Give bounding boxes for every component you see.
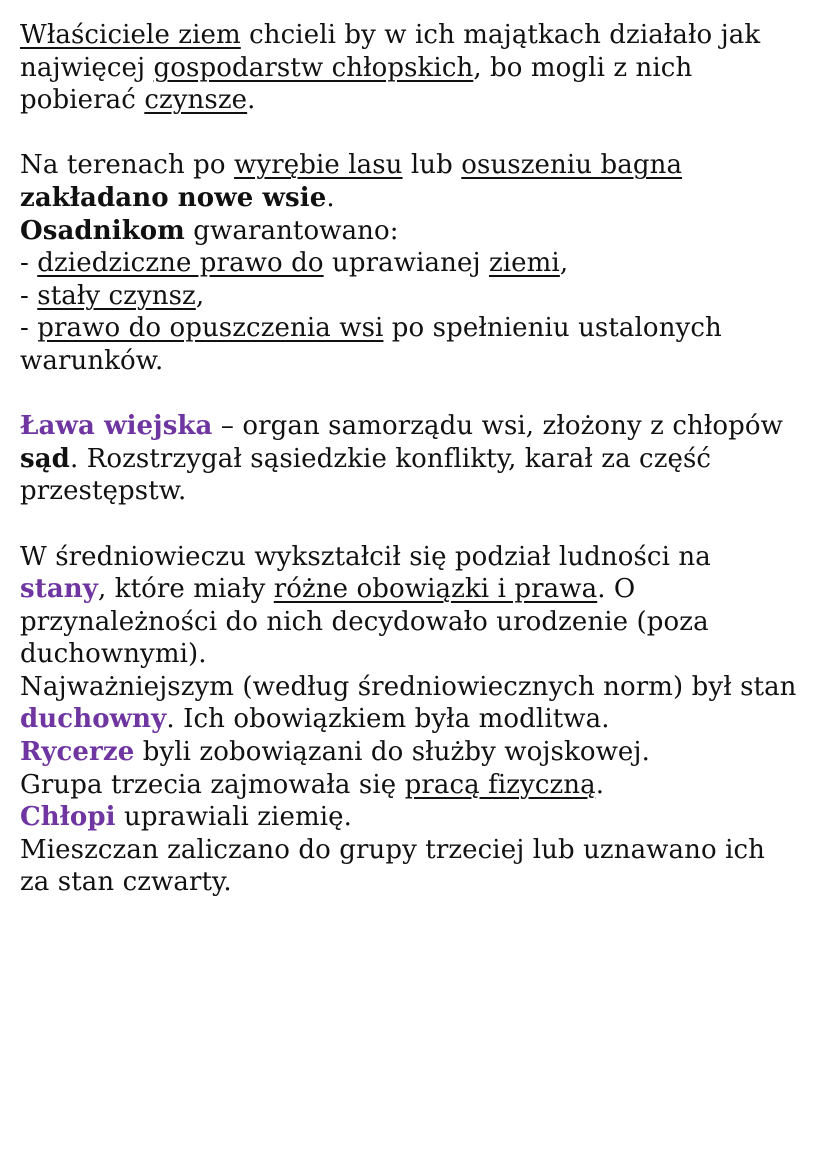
- text-line: [20, 736, 820, 769]
- paragraph-landowners: [20, 19, 820, 117]
- text-line: [20, 52, 820, 85]
- underlined-term: Właściciele ziem: [20, 20, 241, 50]
- text-run: po spełnieniu ustalonych: [383, 313, 722, 344]
- bold-term: zakładano nowe wsie: [20, 182, 327, 213]
- text-line: [20, 769, 820, 802]
- paragraph-estates: [20, 541, 820, 900]
- text-line: [20, 215, 820, 248]
- purple-term: Ława wiejska: [20, 411, 213, 442]
- text-line: [20, 475, 820, 508]
- text-run: .: [326, 182, 335, 213]
- text-run: .: [595, 769, 605, 800]
- text-run: za stan czwarty.: [20, 867, 232, 898]
- underlined-term: osuszeniu bagna: [461, 150, 683, 181]
- paragraph-village-court: [20, 410, 820, 508]
- text-line: [20, 638, 820, 671]
- underlined-term: czynsze: [144, 85, 248, 116]
- text-run: przynależności do nich decydowało urodzenie (poza: [20, 606, 709, 637]
- text-run: . Ich obowiązkiem była modlitwa.: [166, 704, 610, 735]
- text-run: Mieszczan zaliczano do grupy trzeciej lub uznawano ich: [20, 834, 766, 865]
- underlined-term: ziemi: [488, 248, 560, 279]
- note-page: [20, 19, 820, 899]
- list-dash: -: [20, 248, 38, 279]
- text-line: [20, 671, 820, 704]
- list-dash: -: [20, 280, 38, 311]
- text-run: warunków.: [20, 345, 164, 376]
- list-dash: -: [20, 313, 38, 344]
- text-run: Na terenach po: [20, 150, 235, 181]
- underlined-term: różne obowiązki i prawa: [273, 574, 598, 605]
- underlined-term: prawo do opuszczenia wsi: [37, 313, 384, 344]
- paragraph-gap: [20, 378, 820, 411]
- text-run: chcieli by w ich majątkach działało jak: [240, 20, 761, 50]
- text-run: pobierać: [20, 85, 145, 116]
- underlined-term: gospodarstw chłopskich: [153, 52, 474, 83]
- text-line: [20, 703, 820, 736]
- text-line: [20, 19, 820, 52]
- underlined-term: wyrębie lasu: [234, 150, 403, 181]
- purple-term: duchowny: [20, 704, 167, 735]
- text-line: [20, 573, 820, 606]
- text-run: , bo mogli z nich: [473, 52, 693, 83]
- text-run: . O: [597, 574, 636, 605]
- paragraph-gap: [20, 508, 820, 541]
- text-line: [20, 606, 820, 639]
- list-item: [20, 247, 820, 280]
- text-line: [20, 410, 820, 443]
- text-run: byli zobowiązani do służby wojskowej.: [134, 737, 650, 768]
- paragraph-settlers: [20, 149, 820, 377]
- text-run: duchownymi).: [20, 639, 207, 670]
- purple-term: Rycerze: [20, 737, 135, 768]
- bold-term: sąd: [20, 443, 70, 474]
- purple-term: stany: [20, 574, 99, 605]
- text-line: [20, 345, 820, 378]
- text-run: W średniowieczu wykształcił się podział ludności na: [20, 541, 711, 572]
- paragraph-gap: [20, 117, 820, 150]
- text-run: . Rozstrzygał sąsiedzkie konflikty, karał za część: [69, 443, 712, 474]
- underlined-term: dziedziczne prawo do: [37, 248, 324, 279]
- underlined-term: pracą fizyczną: [404, 769, 596, 800]
- list-item: [20, 280, 820, 313]
- list-item: [20, 312, 820, 345]
- text-run: gwarantowano:: [184, 215, 399, 246]
- text-line: [20, 84, 820, 117]
- text-run: .: [247, 85, 256, 116]
- text-run: uprawianej: [323, 248, 489, 279]
- text-line: [20, 182, 820, 215]
- text-run: – organ samorządu wsi, złożony z chłopów: [212, 411, 783, 442]
- purple-term: Chłopi: [20, 802, 116, 833]
- text-run: , które miały: [98, 574, 274, 605]
- text-run: Grupa trzecia zajmowała się: [20, 769, 405, 800]
- text-run: lub: [402, 150, 462, 181]
- text-run: przestępstw.: [20, 476, 187, 507]
- bold-term: Osadnikom: [20, 215, 185, 246]
- text-line: [20, 801, 820, 834]
- text-line: [20, 834, 820, 867]
- text-run: ,: [195, 280, 205, 311]
- text-line: [20, 541, 820, 574]
- text-run: najwięcej: [20, 52, 154, 83]
- text-run: uprawiali ziemię.: [115, 802, 352, 833]
- text-run: Najważniejszym (według średniowiecznych norm) był stan: [20, 671, 797, 702]
- text-line: [20, 866, 820, 899]
- text-line: [20, 443, 820, 476]
- text-line: [20, 149, 820, 182]
- underlined-term: stały czynsz: [37, 280, 196, 311]
- text-run: ,: [559, 248, 569, 279]
